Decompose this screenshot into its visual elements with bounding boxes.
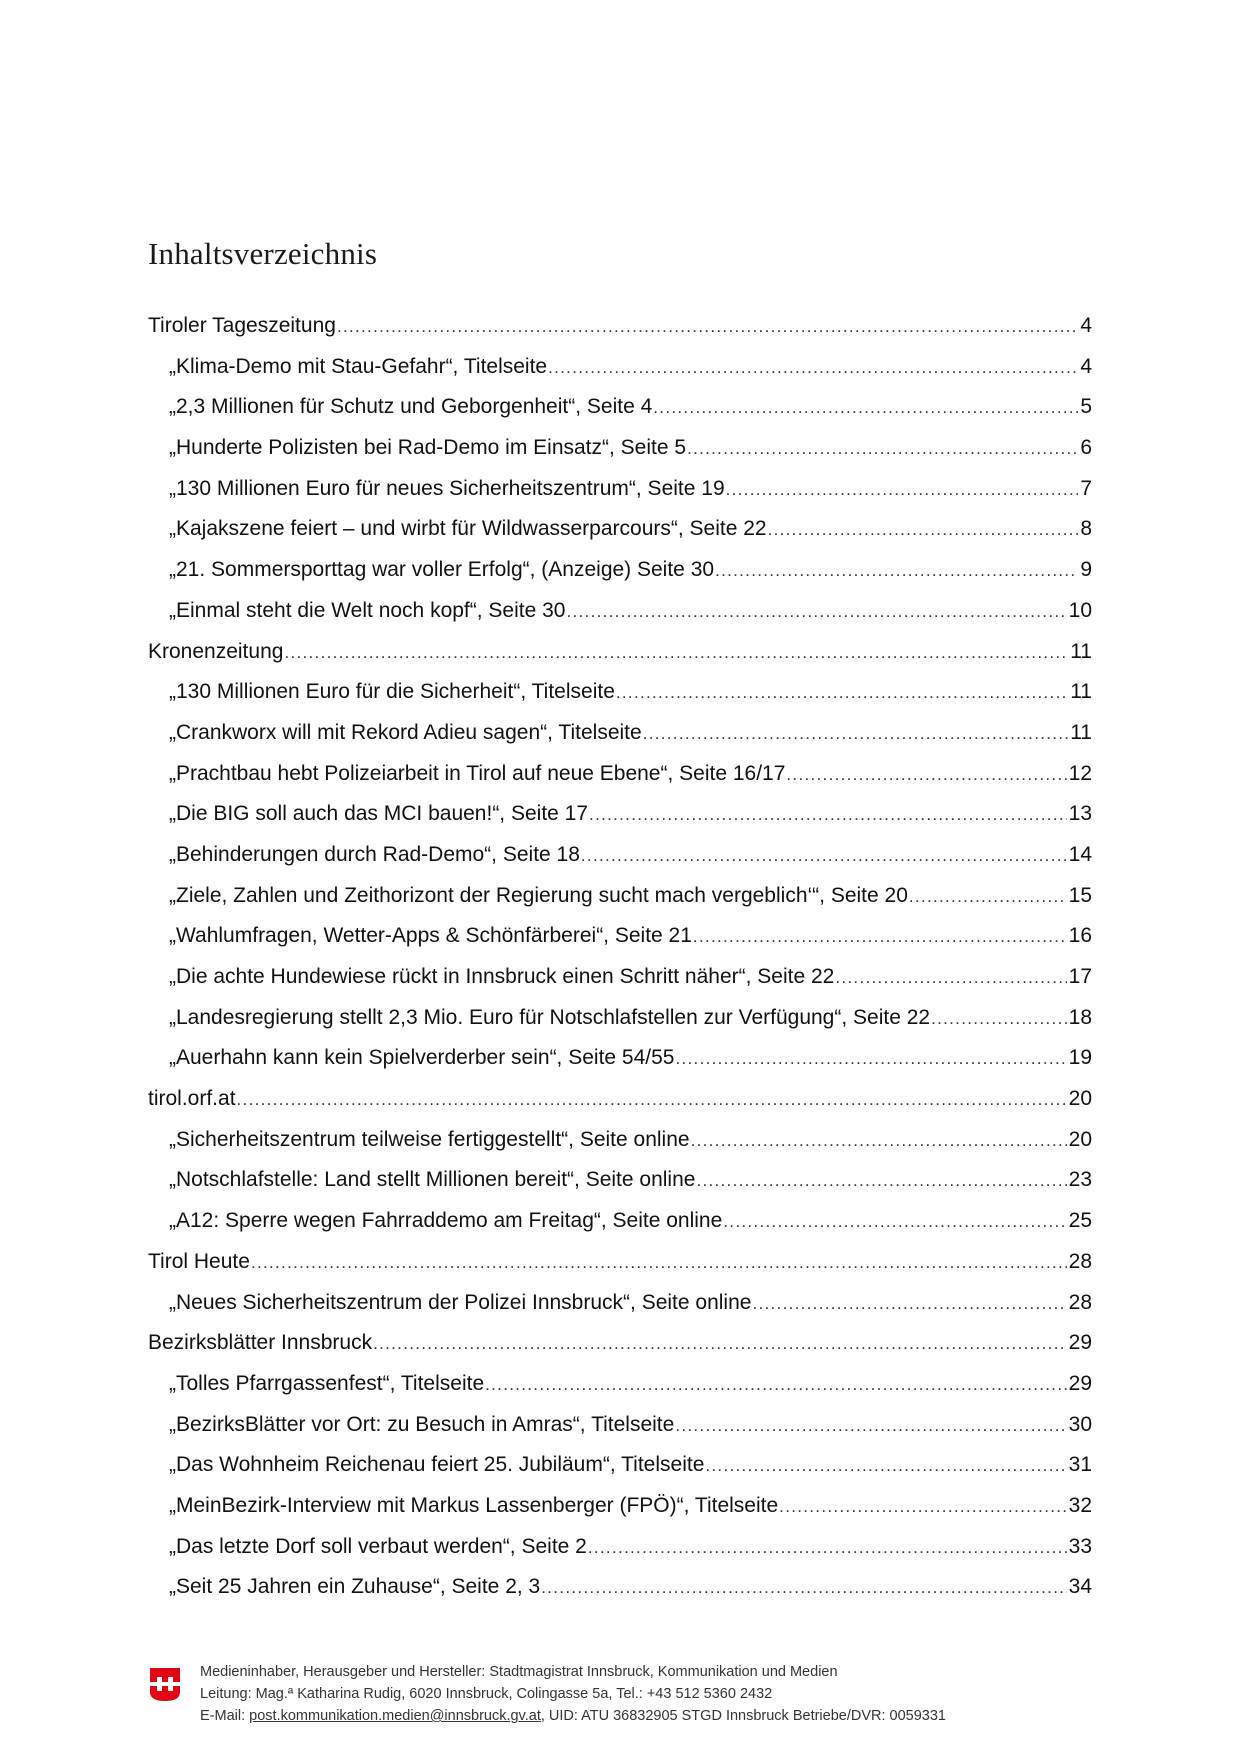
toc-page-number: 13 [1068, 802, 1092, 826]
toc-page-number: 4 [1080, 354, 1092, 378]
footer-line-contact [200, 1705, 946, 1727]
toc-entry-title: „Wahlumfragen, Wetter-Apps & Schönfärberei“, Seite 21 [169, 924, 692, 948]
toc-page-number: 23 [1068, 1168, 1092, 1192]
toc-article-entry[interactable] [148, 1567, 1092, 1608]
toc-dot-leader [723, 1202, 1066, 1243]
toc-article-entry[interactable] [148, 1405, 1092, 1446]
toc-page-number: 28 [1068, 1290, 1092, 1314]
toc-entry-title: „Behinderungen durch Rad-Demo“, Seite 18 [169, 842, 580, 866]
toc-dot-leader [251, 1243, 1067, 1284]
toc-page-number: 12 [1068, 761, 1092, 785]
toc-dot-leader [779, 1487, 1066, 1528]
toc-entry-title: Bezirksblätter Innsbruck [148, 1331, 373, 1355]
toc-article-entry[interactable] [148, 1201, 1092, 1242]
toc-article-entry[interactable] [148, 916, 1092, 957]
toc-entry-title: „MeinBezirk-Interview mit Markus Lassenberger (FPÖ)“, Titelseite [169, 1493, 779, 1517]
footer-line-publisher: Medieninhaber, Herausgeber und Hersteller: Stadtmagistrat Innsbruck, Kommunikation und Medien [200, 1664, 838, 1680]
toc-dot-leader [581, 836, 1067, 877]
toc-dot-leader [373, 1324, 1067, 1365]
toc-dot-leader [696, 1161, 1066, 1202]
toc-article-entry[interactable] [148, 1527, 1092, 1568]
toc-dot-leader [786, 755, 1066, 796]
table-of-contents [148, 306, 1092, 1608]
toc-entry-title: „Seit 25 Jahren ein Zuhause“, Seite 2, 3 [169, 1575, 541, 1599]
toc-article-entry[interactable] [148, 1364, 1092, 1405]
toc-page-number: 4 [1080, 314, 1092, 337]
toc-page-number: 11 [1070, 680, 1092, 704]
toc-article-entry[interactable] [148, 550, 1092, 591]
toc-page-number: 7 [1080, 476, 1092, 500]
toc-entry-title: „Das letzte Dorf soll verbaut werden“, Seite 2 [169, 1534, 587, 1558]
toc-section-entry[interactable] [148, 1323, 1092, 1364]
toc-dot-leader [675, 1406, 1066, 1447]
toc-article-entry[interactable] [148, 876, 1092, 917]
toc-page-number: 6 [1080, 436, 1092, 460]
footer-email-link[interactable]: post.kommunikation.medien@innsbruck.gv.at [249, 1708, 541, 1724]
footer [148, 1661, 946, 1727]
toc-article-entry[interactable] [148, 469, 1092, 510]
toc-page-number: 34 [1068, 1575, 1092, 1599]
toc-article-entry[interactable] [148, 591, 1092, 632]
toc-dot-leader [693, 917, 1067, 958]
toc-entry-title: „A12: Sperre wegen Fahrraddemo am Freitag“, Seite online [169, 1209, 723, 1233]
toc-entry-title: „2,3 Millionen für Schutz und Geborgenheit“, Seite 4 [169, 395, 653, 419]
toc-page-number: 29 [1068, 1331, 1092, 1355]
toc-section-entry[interactable] [148, 306, 1092, 347]
toc-page-number: 10 [1068, 598, 1092, 622]
toc-page-number: 33 [1068, 1534, 1092, 1558]
toc-entry-title: „Hunderte Polizisten bei Rad-Demo im Einsatz“, Seite 5 [169, 436, 687, 460]
toc-page-number: 14 [1068, 842, 1092, 866]
toc-dot-leader [337, 307, 1078, 348]
toc-entry-title: Kronenzeitung [148, 639, 284, 663]
toc-entry-title: „Tolles Pfarrgassenfest“, Titelseite [169, 1371, 485, 1395]
toc-article-entry[interactable] [148, 1486, 1092, 1527]
toc-entry-title: „21. Sommersporttag war voller Erfolg“, (Anzeige) Seite 30 [169, 558, 715, 582]
toc-page-number: 15 [1068, 883, 1092, 907]
page-title: Inhaltsverzeichnis [148, 236, 378, 271]
toc-entry-title: „Das Wohnheim Reichenau feiert 25. Jubiläum“, Titelseite [169, 1453, 705, 1477]
toc-dot-leader [687, 429, 1078, 470]
toc-page-number: 28 [1068, 1249, 1092, 1273]
toc-entry-title: „Neues Sicherheitszentrum der Polizei Innsbruck“, Seite online [169, 1290, 752, 1314]
toc-entry-title: „Sicherheitszentrum teilweise fertiggestellt“, Seite online [169, 1127, 690, 1151]
toc-dot-leader [284, 633, 1068, 674]
toc-page-number: 20 [1068, 1127, 1092, 1151]
toc-dot-leader [752, 1284, 1066, 1325]
toc-article-entry[interactable] [148, 672, 1092, 713]
toc-entry-title: „Kajakszene feiert – und wirbt für Wildwasserparcours“, Seite 22 [169, 517, 767, 541]
toc-article-entry[interactable] [148, 1120, 1092, 1161]
toc-section-entry[interactable] [148, 1079, 1092, 1120]
toc-article-entry[interactable] [148, 1038, 1092, 1079]
toc-entry-title: „Notschlafstelle: Land stellt Millionen bereit“, Seite online [169, 1168, 696, 1192]
toc-entry-title: Tirol Heute [148, 1249, 250, 1273]
toc-article-entry[interactable] [148, 957, 1092, 998]
toc-page-number: 9 [1080, 558, 1092, 582]
toc-dot-leader [548, 348, 1078, 389]
toc-page-number: 30 [1068, 1412, 1092, 1436]
toc-dot-leader [675, 1039, 1066, 1080]
toc-page-number: 25 [1068, 1209, 1092, 1233]
toc-entry-title: „Ziele, Zahlen und Zeithorizont der Regierung sucht mach vergeblich‘“, Seite 20 [169, 883, 908, 907]
toc-entry-title: „Klima-Demo mit Stau-Gefahr“, Titelseite [169, 354, 548, 378]
toc-dot-leader [541, 1568, 1066, 1609]
toc-page-number: 11 [1070, 720, 1092, 744]
toc-page-number: 11 [1070, 639, 1092, 663]
toc-article-entry[interactable] [148, 754, 1092, 795]
toc-article-entry[interactable] [148, 347, 1092, 388]
toc-entry-title: „130 Millionen Euro für die Sicherheit“, Titelseite [169, 680, 615, 704]
toc-section-entry[interactable] [148, 632, 1092, 673]
toc-article-entry[interactable] [148, 998, 1092, 1039]
toc-dot-leader [768, 510, 1078, 551]
toc-page-number: 8 [1080, 517, 1092, 541]
footer-imprint [200, 1661, 946, 1727]
toc-article-entry[interactable] [148, 1445, 1092, 1486]
toc-entry-title: tirol.orf.at [148, 1087, 236, 1111]
toc-entry-title: „Die BIG soll auch das MCI bauen!“, Seite 17 [169, 802, 589, 826]
toc-article-entry[interactable] [148, 835, 1092, 876]
toc-entry-title: „Einmal steht die Welt noch kopf“, Seite 30 [169, 598, 566, 622]
toc-dot-leader [835, 958, 1066, 999]
toc-entry-title: „Landesregierung stellt 2,3 Mio. Euro für Notschlafstellen zur Verfügung“, Seite 22 [169, 1005, 931, 1029]
toc-entry-title: „Auerhahn kann kein Spielverderber sein“, Seite 54/55 [169, 1046, 675, 1070]
toc-dot-leader [566, 592, 1066, 633]
toc-dot-leader [909, 877, 1067, 918]
footer-line-management: Leitung: Mag.ª Katharina Rudig, 6020 Innsbruck, Colingasse 5a, Tel.: +43 512 5360 2432 [200, 1686, 773, 1702]
toc-article-entry[interactable] [148, 509, 1092, 550]
toc-dot-leader [705, 1446, 1066, 1487]
toc-dot-leader [691, 1121, 1067, 1162]
footer-email-label: E-Mail: [200, 1708, 250, 1724]
toc-entry-title: „130 Millionen Euro für neues Sicherheitszentrum“, Seite 19 [169, 476, 725, 500]
toc-dot-leader [643, 714, 1069, 755]
toc-dot-leader [726, 470, 1078, 511]
innsbruck-logo-icon [148, 1665, 182, 1703]
toc-article-entry[interactable] [148, 387, 1092, 428]
toc-article-entry[interactable] [148, 1160, 1092, 1201]
toc-page-number: 31 [1068, 1453, 1092, 1477]
toc-dot-leader [616, 673, 1068, 714]
toc-article-entry[interactable] [148, 713, 1092, 754]
footer-registration: , UID: ATU 36832905 STGD Innsbruck Betriebe/DVR: 0059331 [540, 1708, 946, 1724]
toc-dot-leader [653, 388, 1078, 429]
toc-entry-title: „Crankworx will mit Rekord Adieu sagen“, Titelseite [169, 720, 642, 744]
toc-article-entry[interactable] [148, 1283, 1092, 1324]
toc-page-number: 19 [1068, 1046, 1092, 1070]
toc-page-number: 20 [1068, 1087, 1092, 1111]
toc-dot-leader [589, 795, 1067, 836]
toc-page-number: 16 [1068, 924, 1092, 948]
toc-dot-leader [715, 551, 1078, 592]
toc-dot-leader [237, 1080, 1067, 1121]
toc-page-number: 29 [1068, 1371, 1092, 1395]
toc-page-number: 32 [1068, 1493, 1092, 1517]
toc-dot-leader [588, 1528, 1067, 1569]
toc-section-entry[interactable] [148, 1242, 1092, 1283]
toc-entry-title: „Die achte Hundewiese rückt in Innsbruck einen Schritt näher“, Seite 22 [169, 965, 835, 988]
toc-page-number: 17 [1068, 965, 1092, 988]
toc-page-number: 18 [1068, 1005, 1092, 1029]
toc-page-number: 5 [1080, 395, 1092, 419]
toc-entry-title: „BezirksBlätter vor Ort: zu Besuch in Amras“, Titelseite [169, 1412, 675, 1436]
toc-entry-title: Tiroler Tageszeitung [148, 314, 336, 337]
toc-article-entry[interactable] [148, 794, 1092, 835]
toc-entry-title: „Prachtbau hebt Polizeiarbeit in Tirol auf neue Ebene“, Seite 16/17 [169, 761, 786, 785]
toc-dot-leader [485, 1365, 1067, 1406]
toc-dot-leader [931, 999, 1067, 1040]
toc-article-entry[interactable] [148, 428, 1092, 469]
